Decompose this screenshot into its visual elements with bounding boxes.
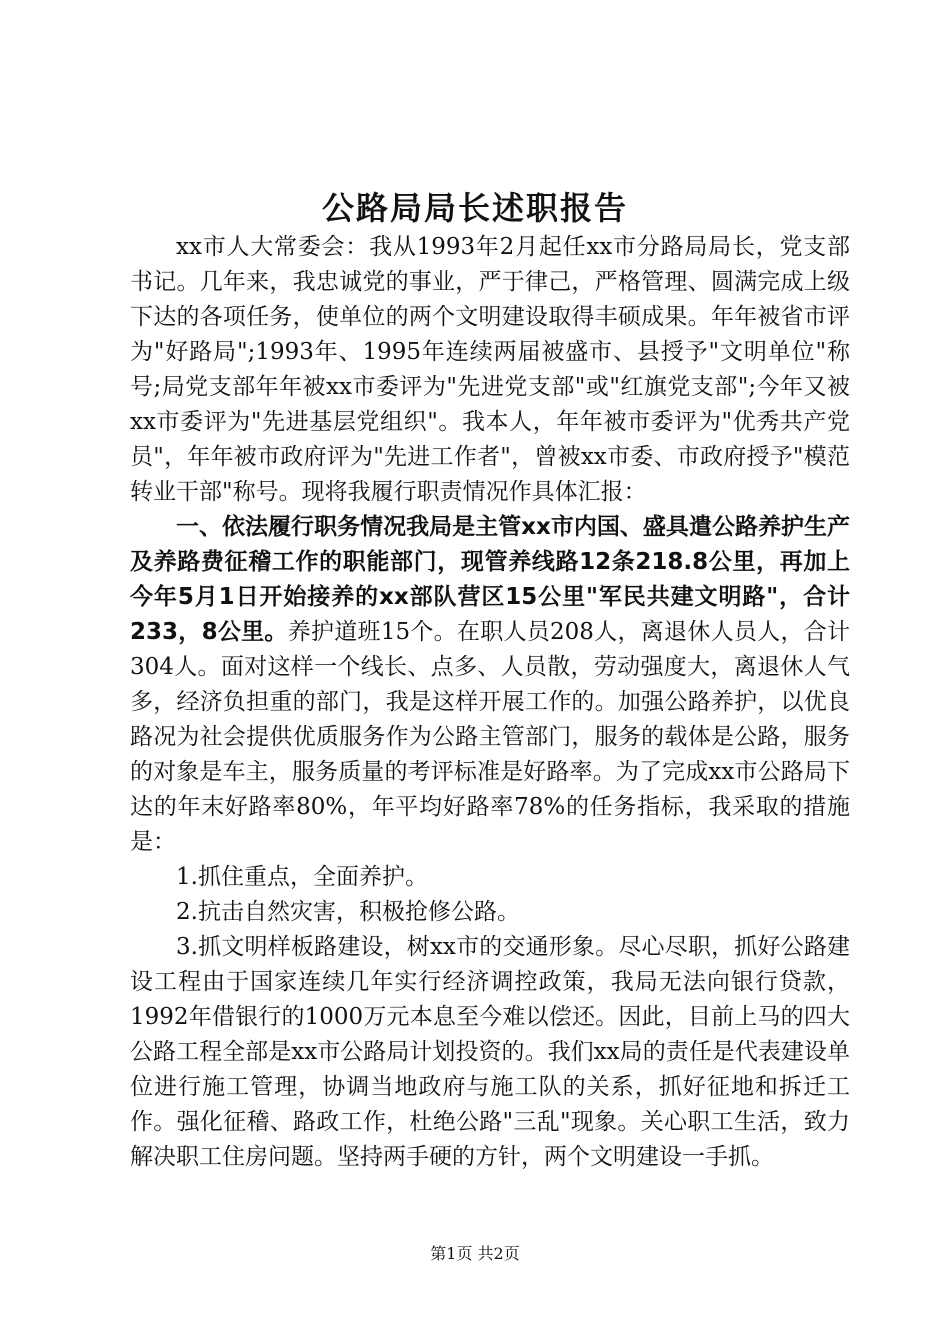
document-body: [130, 230, 850, 1175]
page-footer: 第1页 共2页: [430, 1244, 520, 1263]
list-item-1: 1.抓住重点，全面养护。: [176, 864, 428, 890]
paragraph-intro: xx市人大常委会：我从1993年2月起任xx市分路局局长，党支部书记。几年来，我忠诚党的事业，严于律己，严格管理、圆满完成上级下达的各项任务，使单位的两个文明建设取得丰硕成果。年年被省市评为"好路局";1993年、1995年连续两届被盛市、县授予"文明单位"称号;局党支部年年被xx市委评为"先进党支部"或"红旗党支部";今年又被xx市委评为"先进基层党组织"。我本人，年年被市委评为"优秀共产党员"，年年被市政府评为"先进工作者"，曾被xx市委、市政府授予"模范转业干部"称号。现将我履行职责情况作具体汇报：: [130, 234, 850, 505]
paragraph-section-1: [130, 510, 850, 860]
document-title: 公路局局长述职报告: [321, 189, 628, 227]
section-1-text: 养护道班15个。在职人员208人，离退休人员人，合计304人。面对这样一个线长、点多、人员散，劳动强度大，离退休人气多，经济负担重的部门，我是这样开展工作的。加强公路养护，以优良路况为社会提供优质服务作为公路主管部门，服务的载体是公路，服务的对象是车主，服务质量的考评标准是好路率。为了完成xx市公路局下达的年末好路率80%，年平均好路率78%的任务指标，我采取的措施是：: [130, 619, 851, 855]
section-1-heading: 一、依法履行职务情况我局是主管xx市内国、盛具遣公路养护生产及养路费征稽工作的职能部门，现管养线路12条218.8公里，再加上今年5月1日开始接养的xx部队营区15公里"军民共建文明路"，合计233，8公里。: [130, 514, 850, 645]
list-item-2: 2.抗击自然灾害，积极抢修公路。: [176, 899, 520, 925]
list-item-3: 3.抓文明样板路建设，树xx市的交通形象。尽心尽职，抓好公路建设工程由于国家连续几年实行经济调控政策，我局无法向银行贷款，1992年借银行的1000万元本息至今难以偿还。因此，目前上马的四大公路工程全部是xx市公路局计划投资的。我们xx局的责任是代表建设单位进行施工管理，协调当地政府与施工队的关系，抓好征地和拆迁工作。强化征稽、路政工作，杜绝公路"三乱"现象。关心职工生活，致力解决职工住房问题。坚持两手硬的方针，两个文明建设一手抓。: [130, 934, 850, 1170]
